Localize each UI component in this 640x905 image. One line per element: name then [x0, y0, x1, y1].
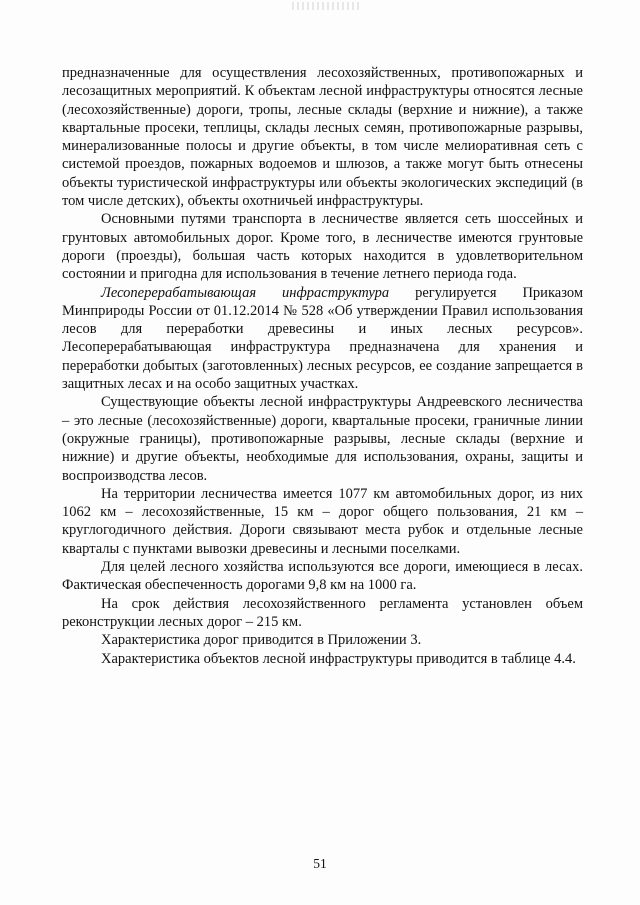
scan-artifact — [292, 2, 362, 10]
paragraph-3-italic-term: Лесоперерабатывающая инфраструктура — [101, 284, 390, 301]
paragraph-4: Существующие объекты лесной инфраструктуры Андреевского лесничества – это лесные (лесохозяйственные) дороги, квартальные просеки, граничные линии (окружные границы), противопожарные разрывы, лесные склады (верхние и нижние) и другие объекты, необходимые для использования, охраны, защиты и воспроизводства лесов. — [62, 394, 583, 484]
page-number: 51 — [313, 856, 327, 871]
paragraph-9: Характеристика объектов лесной инфраструктуры приводится в таблице 4.4. — [101, 650, 576, 667]
paragraph-1: предназначенные для осуществления лесохозяйственных, противопожарных и лесозащитных мероприятий. К объектам лесной инфраструктуры относятся лесные (лесохозяйственные) дороги, тропы, лесные склады (верхние и нижние), а также квартальные просеки, теплицы, склады лесных семян, противопожарные разрывы, минерализованные полосы и другие объекты, в том числе мелиоративная сеть с системой проездов, пожарных водоемов и шлюзов, а также могут быть отнесены объекты туристической инфраструктуры или объекты экологических экспедиций (в том числе детских), объекты охотничьей инфраструктуры. — [62, 65, 583, 210]
paragraph-3 — [62, 284, 583, 394]
document-body — [62, 64, 583, 668]
paragraph-3-text: регулируется Приказом Минприроды России от 01.12.2014 № 528 «Об утверждении Правил использования лесов для переработки древесины и иных лесных ресурсов». Лесоперерабатывающая инфраструктура предназначена для хранения и переработки добытых (заготовленных) лесных ресурсов, ее создание запрещается в защитных лесах и на особо защитных участках. — [62, 284, 584, 393]
paragraph-7: На срок действия лесохозяйственного регламента установлен объем реконструкции лесных дорог – 215 км. — [62, 595, 583, 630]
paragraph-8: Характеристика дорог приводится в Приложении 3. — [101, 632, 422, 649]
paragraph-6: Для целей лесного хозяйства используются все дороги, имеющиеся в лесах. Фактическая обеспеченность дорогами 9,8 км на 1000 га. — [62, 559, 583, 594]
paragraph-2: Основными путями транспорта в лесничестве является сеть шоссейных и грунтовых автомобильных дорог. Кроме того, в лесничестве имеются грунтовые дороги (проезды), большая часть которых находится в удовлетворительном состоянии и пригодна для использования в течение летнего периода года. — [62, 211, 583, 283]
paragraph-5: На территории лесничества имеется 1077 км автомобильных дорог, из них 1062 км – лесохозяйственные, 15 км – дорог общего пользования, 21 км – круглогодичного действия. Дороги связывают места рубок и отдельные лесные кварталы с пунктами вывозки древесины и лесными поселками. — [62, 485, 583, 557]
